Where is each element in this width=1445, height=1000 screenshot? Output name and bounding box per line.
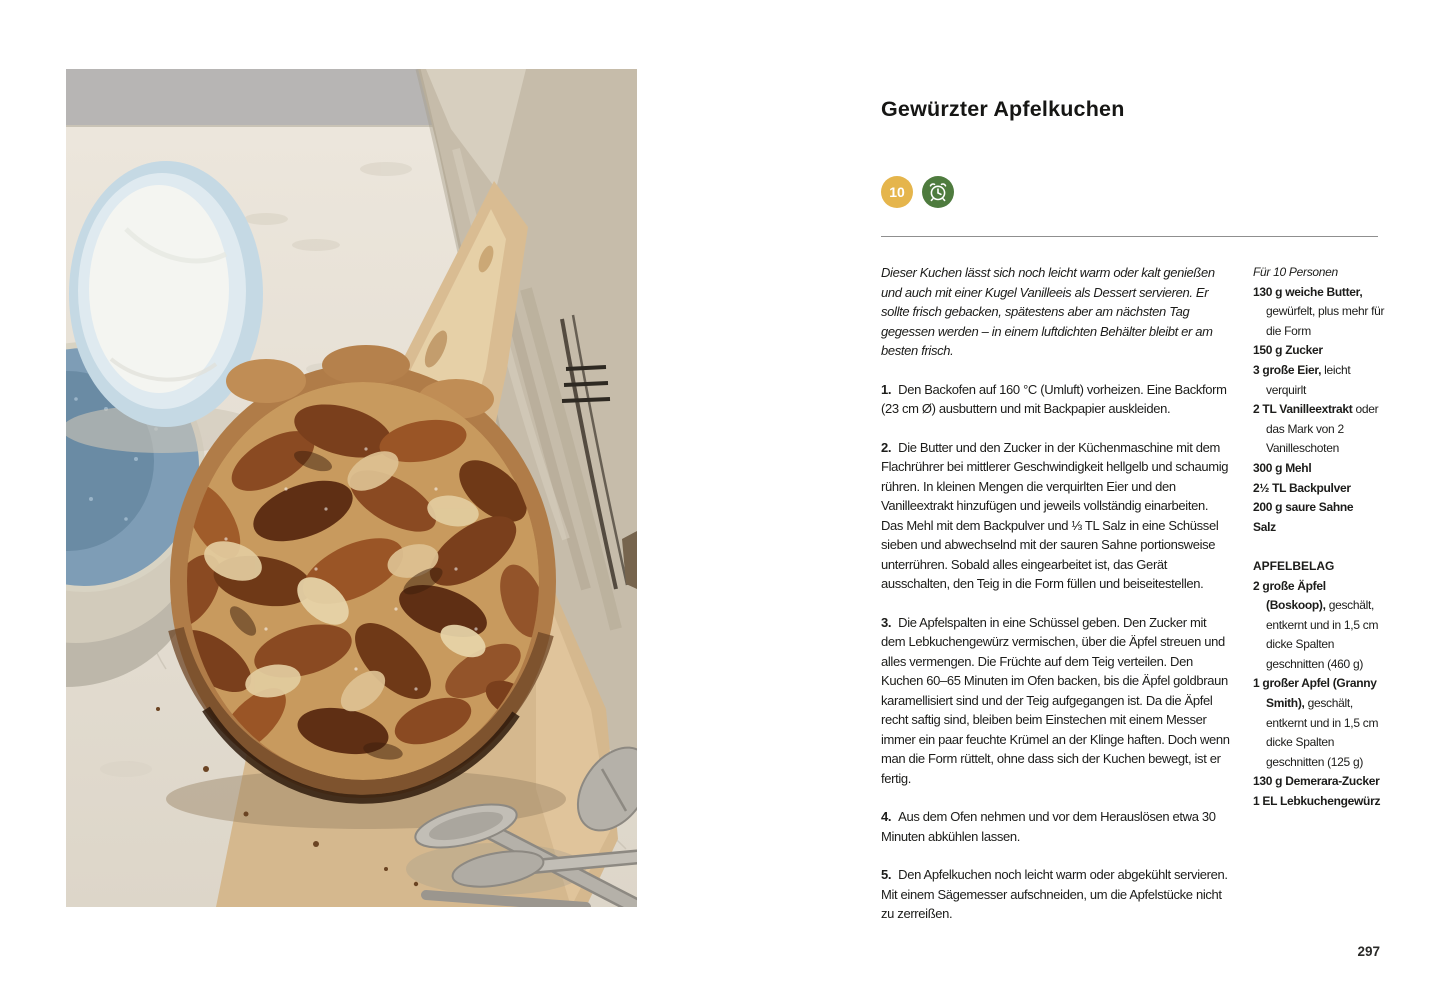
ingredient-item: 200 g saure Sahne [1253,500,1354,515]
alarm-clock-icon [927,181,949,203]
recipe-step [881,865,1233,924]
ingredient-item: 150 g Zucker [1253,343,1323,358]
step-text: Aus dem Ofen nehmen und vor dem Herauslösen etwa 30 Minuten abkühlen lassen. [881,809,1216,844]
step-text: Den Backofen auf 160 °C (Umluft) vorheizen. Eine Backform (23 cm Ø) ausbuttern und mit Backpapier auskleiden. [881,381,1227,416]
topping-section-header: APFELBELAG [1253,558,1335,573]
recipe-step [881,807,1233,846]
ingredient-item: 3 große Eier, leicht verquirlt [1253,362,1351,397]
step-text: Die Butter und den Zucker in der Küchenmaschine mit dem Flachrührer bei mittlerer Geschwindigkeit hellgelb und schaumig rühren. In kleinen Mengen die verquirlten Eier und den Vanilleextrakt hinzufügen und jeweils vollständig einarbeiten. Das Mehl mit dem Backpulver und ⅓ TL Salz in eine Schüssel sieben und abwechselnd mit der sauren Sahne portionsweise unterrühren. Sobald alles eingearbeitet ist, das Gerät ausschalten, den Teig in die Form füllen und beiseitestellen. [881,439,1229,591]
step-text: Den Apfelkuchen noch leicht warm oder abgekühlt servieren. Mit einem Sägemesser aufschneiden, um die Apfelstücke nicht zu zerreißen. [881,867,1228,921]
ingredient-item: 2½ TL Backpulver [1253,480,1351,495]
step-number: 1. [881,381,892,397]
page-number: 297 [1357,944,1380,959]
recipe-step [881,613,1233,789]
ingredient-item: 1 großer Apfel (Granny Smith), geschält, entkernt und in 1,5 cm dicke Spalten geschnitten (125 g) [1253,676,1379,769]
ingredients-column [1253,263,1385,812]
step-text: Die Apfelspalten in eine Schüssel geben. Den Zucker mit dem Lebkuchengewürz vermischen, über die Äpfel streuen und alles vermengen. Die Früchte auf dem Teig verteilen. Den Kuchen 60–65 Minuten im Ofen backen, bis die Äpfel goldbraun karamellisiert sind und der Teig aufgegangen ist. Da die Äpfel recht saftig sind, bleiben beim Einstechen mit einem Messer immer ein paar feuchte Krümel an der Klinge haften. Doch wenn man die Form rüttelt, ohne dass sich der Kuchen bewegt, ist er fertig. [881,614,1230,786]
apple-cake-photo-illustration [66,69,637,907]
servings-badge-label: 10 [889,184,905,200]
recipe-content [881,0,1385,1000]
ingredient-item: 2 TL Vanilleextrakt oder das Mark von 2 Vanilleschoten [1253,402,1379,456]
recipe-intro: Dieser Kuchen lässt sich noch leicht warm oder kalt genießen und auch mit einer Kugel Vanilleeis als Dessert servieren. Er sollte frisch gebacken, spätestens aber am nächsten Tag gegessen werden – in einem luftdichten Behälter bleibt er am besten frisch. [881,265,1215,358]
step-number: 3. [881,614,892,630]
ingredient-item: 300 g Mehl [1253,460,1312,475]
page-title: Gewürzter Apfelkuchen [881,97,1125,121]
ingredient-item: 1 EL Lebkuchengewürz [1253,794,1381,809]
recipe-badges [881,176,954,208]
servings-note: Für 10 Personen [1253,265,1338,279]
ingredient-item: 2 große Äpfel (Boskoop), geschält, entkernt und in 1,5 cm dicke Spalten geschnitten (460 g) [1253,578,1379,671]
ingredient-item: Salz [1253,519,1276,534]
servings-badge [881,176,913,208]
step-number: 2. [881,439,892,455]
step-number: 4. [881,809,892,824]
time-badge [922,176,954,208]
ingredient-item: 130 g weiche Butter, gewürfelt, plus mehr für die Form [1253,284,1385,338]
ingredient-item: 130 g Demerara-Zucker [1253,774,1380,789]
recipe-step [881,438,1233,594]
recipe-photo [66,69,637,907]
step-number: 5. [881,867,892,882]
recipe-step [881,380,1233,419]
divider [881,236,1378,237]
method-column [881,263,1233,943]
